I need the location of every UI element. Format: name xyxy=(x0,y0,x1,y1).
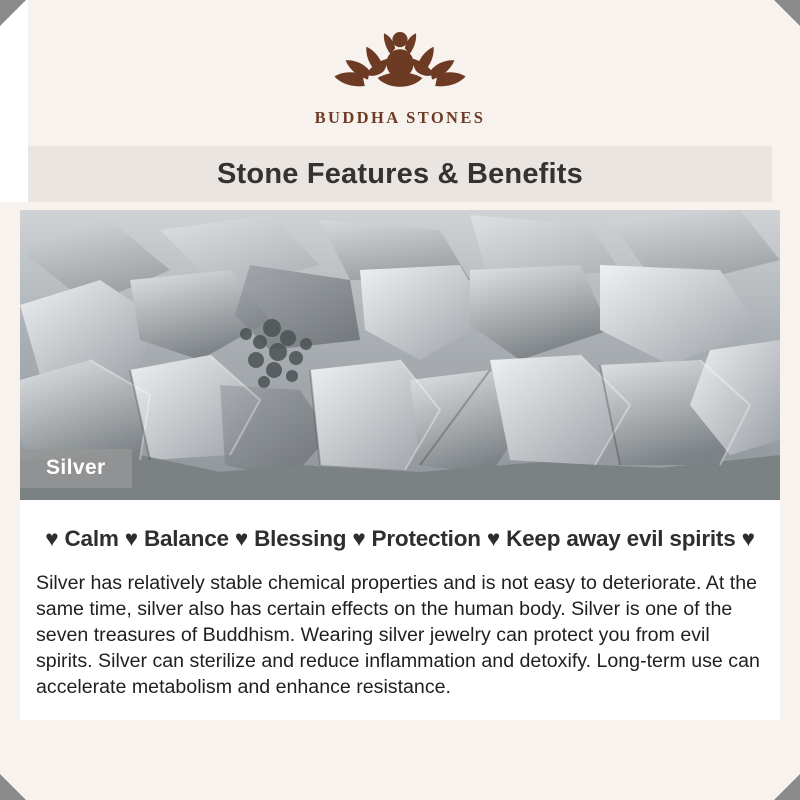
corner-decoration-bottom-left xyxy=(0,774,26,800)
benefits-line: ♥ Calm ♥ Balance ♥ Blessing ♥ Protection ♥ Keep away evil spirits ♥ xyxy=(45,526,755,551)
section-title-bar xyxy=(28,146,772,202)
silver-ore-photo xyxy=(20,210,780,500)
content-panel xyxy=(20,500,780,720)
brand-name: BUDDHA STONES xyxy=(314,108,486,127)
page-title: Stone Features & Benefits xyxy=(217,157,583,190)
corner-decoration-top-left xyxy=(0,0,26,26)
corner-decoration-top-right xyxy=(774,0,800,26)
stone-name-label: Silver xyxy=(20,449,132,488)
page-footer-space xyxy=(0,754,800,800)
lotus-meditation-icon xyxy=(320,22,480,106)
corner-decoration-bottom-right xyxy=(774,774,800,800)
hero-image xyxy=(20,210,780,500)
description-text: Silver has relatively stable chemical properties and is not easy to deteriorate. At the same time, silver also has certain effects on the human body. Silver is one of the seven treasures of Buddhism. Wearing silver jewelry can protect you from evil spirits. Silver can sterilize and reduce inflammation and detoxify. Long-term use can accelerate metabolism and enhance resistance. xyxy=(36,572,760,699)
brand-header xyxy=(0,0,800,146)
